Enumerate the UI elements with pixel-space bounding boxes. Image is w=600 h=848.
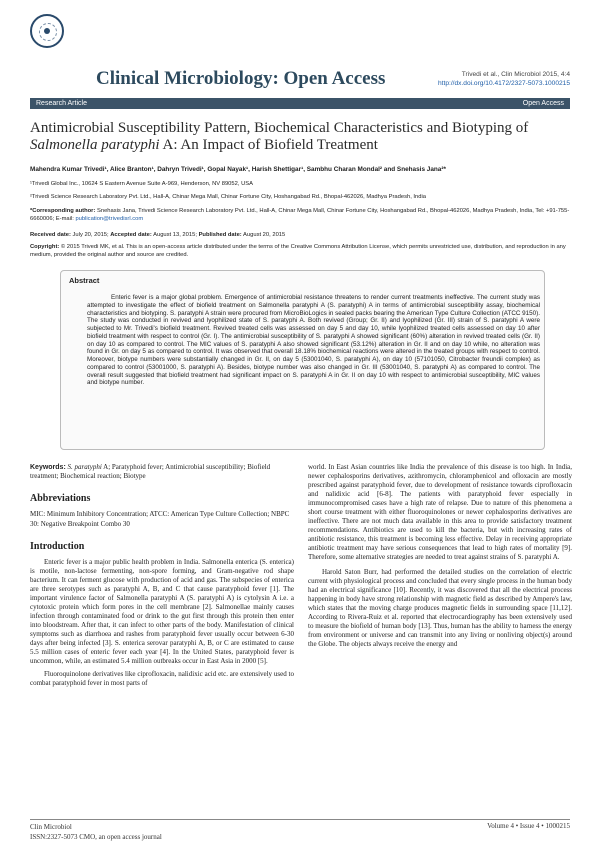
abstract-box [60,270,545,450]
received-label: Received date: [30,232,71,238]
article-type-label: Research Article [36,100,87,107]
accepted-date: August 13, 2015; [151,232,199,238]
copyright-text: © 2015 Trivedi MK, et al. This is an open-access article distributed under the terms of the Creative Commons Attribution License, which permits unrestricted use, distribution, and reproduction in any medium, provided the original author and source are credited. [30,244,566,258]
copyright-notice [30,243,570,259]
title-part-1: Antimicrobial Susceptibility Pattern, Biochemical Characteristics and Biotyping of [30,120,529,136]
affiliation-2: ²Trivedi Science Research Laboratory Pvt. Ltd., Hall-A, Chinar Mega Mall, Chinar Fortune City, Hoshangabad Rd., Bhopal-462026, Madhya Pradesh, India [30,194,426,200]
keywords-text: A; Paratyphoid fever; Antimicrobial susceptibility; Biofield treatment; Biochemical reaction; Biotype [30,463,271,481]
abbreviations-text: MIC: Minimum Inhibitory Concentration; ATCC: American Type Culture Collection; NBPC 30: Negative Breakpoint Combo 30 [30,510,290,528]
left-column [30,463,294,688]
corresponding-author [30,207,570,224]
footer-journal-info [30,822,162,842]
introduction-heading: Introduction [30,540,85,552]
affiliation-1: ¹Trivedi Global Inc., 10624 S Eastern Avenue Suite A-969, Henderson, NV 89052, USA [30,181,253,187]
published-label: Published date: [198,232,242,238]
right-paragraph-1: world. In East Asian countries like India the prevalence of this disease is too high. In India, newer cephalosporins derivatives, azithromycin, chloramphenicol and ofloxacin are mostly prescribed against paratyphoid fever, due to development of resistance towards ciprofloxacin and nalidixic acid [6-8]. The patients with paratyphoid fever especially in immunocompromised cases have a high rate of relapse. Due to nature of this phenomena a short course treatment with either fluoroquinolones or newer cephalosporins derivatives are ineffective. There are not much data available in this area to provide satisfactory treatment recommendations. Antibiotics are used to kill the bacteria, but with increasing rates of antibiotic resistance, this treatment is becoming less effective. Delay in receiving appropriate antibiotic treatment may have serious consequences that lead to high rates of mortality [9]. Therefore, some alternative strategies are needed to treat against strains of S. paratyphi A. [308,463,572,562]
abbreviations-heading: Abbreviations [30,493,91,505]
right-paragraph-2: Harold Saton Burr, had performed the detailed studies on the correlation of electric current with physiological process and concluded that every single process in the human body had an electrical significance [10]. Recently, it was discovered that all the electrical process happening in body have strong relationship with magnetic field as described by Ampere's law, which states that the moving charge produces magnetic fields in surrounding space [11,12]. According to Rivera-Ruiz et al. reported that electrocardiography has been extensively used to measure the biofield of human body [13]. Thus, human has the ability to harness the energy from environment or universe and can transmit into any living or nonliving object(s) around the Globe. The objects always receive the energy and [308,567,572,648]
corresponding-text: Snehasis Jana, Trivedi Science Research Laboratory Pvt. Ltd., Hall-A, Chinar Mega Mall, Chinar Fortune City, Hoshangabad Rd., Bhopal-462026, Madhya Pradesh, India, Tel: +91-755-6660006; E-mail: [30,208,570,223]
journal-title: Clinical Microbiology: Open Access [96,68,386,89]
keywords-label: Keywords: [30,464,66,471]
citation-line: Trivedi et al., Clin Microbiol 2015, 4:4 [461,71,570,78]
abstract-text: Enteric fever is a major global problem. Emergence of antimicrobial resistance threatens to render current treatments ineffective. The current study was attempted to investigate the effect of biofield treatment on Salmonella paratyphi A (S. paratyphi) A in terms of antimicrobial susceptibility assay, biochemical characteristics and biotyping. S. paratyphi A strain were procured from MicroBioLogics in sealed packs bearing the American Type Culture Collection (ATCC 9150). The study was conducted in revived and lyophilized state of S. paratyphi A. Both revived (Group; Gr. II) and lyophilized (Gr. III) strain of S. paratyphi A were subjected to Mr. Trivedi's biofield treatment. Revived treated cells was assessed on day 5 and day 10, while lyophilized treated cells assessed on day 10 after biofield treatment with respect to control (Gr. I). The antimicrobial susceptibility of S. paratyphi A showed significant (60%) alteration in revived treated cells (Gr. II) on day 10 as compared to control. The MIC values of S. paratyphi A also showed significant (53.12%) alteration in Gr. II and on day 10 while, no alteration was found in Gr. on day 5 as compared to control. It was observed that overall 18.18% biochemical reactions were altered in the treated groups with respect to control. Moreover, biotype numbers were substantially changed in Gr. II, on day 5 (53001040, S. paratyphi A), on day 10 (57101050, Citrobacter freundii complex) as compared to control (53001000, S. paratyphi A). Besides, biotype number was also changed in Gr. III (53001040, S. paratyphi A) as compared to control. The overall result suggested that biofield treatment had significant impact on S. paratyphi A in Gr. II on day 10 with respect to antimicrobial susceptibility, MIC values and biotype number. [87,294,541,387]
title-part-2: A: An Impact of Biofield Treatment [159,137,378,153]
article-type-banner [30,98,570,109]
published-date: August 20, 2015 [241,232,286,238]
doi-link[interactable]: http://dx.doi.org/10.4172/2327-5073.1000215 [438,80,570,87]
publisher-seal-icon [30,14,64,48]
open-access-label: Open Access [522,100,564,107]
footer-issn: ISSN:2327-5073 CMO, an open access journal [30,833,162,841]
footer-volume: Volume 4 • Issue 4 • 1000215 [487,822,570,830]
email-link[interactable]: publication@trivedisrl.com [75,216,144,223]
right-column [308,463,572,649]
abstract-heading: Abstract [69,276,100,285]
copyright-label: Copyright: [30,244,60,250]
keywords-italic: S. paratyphi [65,463,102,471]
article-dates [30,231,285,239]
received-date: July 20, 2015; [70,232,111,238]
citation-block [438,70,570,88]
introduction-paragraph-1: Enteric fever is a major public health problem in India. Salmonella enterica (S. enterica) is motile, non-lactose fermenting, non-spore forming, and Gram-negative rod shape bacterium. It can ferment glucose with production of acid and gas. The subspecies of enterica are three serotypes such as paratyphi A, B, and C that cause paratyphoid fever [1]. The important virulence factor of Salmonella paratyphi A (S. paratyphi A) is cytolysin A i.e. a cytotoxic protein which form pores in the cell membrane [2]. Salmonellae mainly causes infection through contaminated food or drink to the gut first through this protein then enter into bloodstream. After that, it can infect to other parts of the body. Manifestation of clinical symptoms such as diarrhoea and rashes from paratyphoid fever usually occur between 6-30 days after being infected [3]. S. enterica serovar paratyphi A, B, or C are estimated to cause 5.5 million cases of enteric fever each year [4]. In the United States, paratyphoid fever is uncommon, while, an estimated 5.4 million outbreaks occur in East Asia in 2000 [5]. [30,557,294,666]
paper-title [30,120,575,154]
introduction-paragraph-2: Fluoroquinolone derivatives like ciprofloxacin, nalidixic acid etc. are extensively used to combat paratyphoid fever in most parts of [30,670,294,688]
title-italic: Salmonella paratyphi [30,137,160,153]
footer-divider [30,819,570,820]
keywords [30,463,294,481]
footer-journal-name: Clin Microbiol [30,823,72,831]
accepted-label: Accepted date: [110,232,152,238]
author-list: Mahendra Kumar Trivedi¹, Alice Branton¹, Dahryn Trivedi¹, Gopal Nayak¹, Harish Shettigar¹, Sambhu Charan Mondal² and Snehasis Jana²* [30,166,446,173]
corresponding-label: *Corresponding author: [30,208,96,214]
